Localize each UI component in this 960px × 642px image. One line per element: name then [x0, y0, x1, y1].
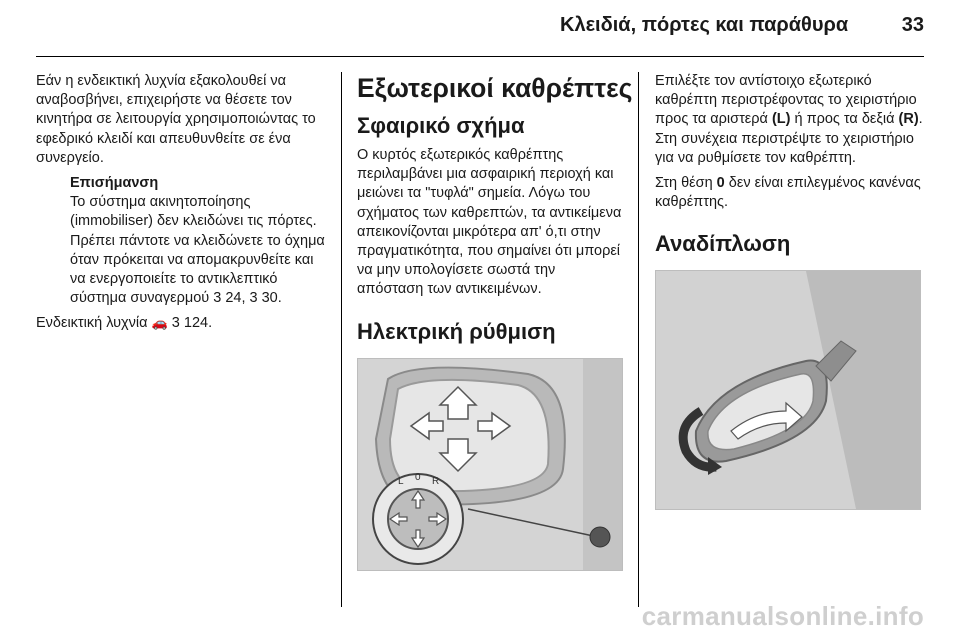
paragraph-cont: ή προς τα δεξιά — [794, 111, 895, 128]
subheading-folding: Αναδίπλωση — [655, 231, 791, 257]
note-box — [36, 174, 326, 308]
paragraph-cont: . Στη συνέχεια περιστρέψτε το χειριστήριο για να ρυθμίσετε τον καθρέπτη. — [655, 111, 923, 166]
note-refs: 3 24, 3 30. — [213, 290, 282, 307]
column-divider-2 — [638, 72, 639, 607]
paragraph: Εάν η ενδεικτική λυχνία εξακολουθεί να αναβοσβήνει, επιχειρήστε να θέσετε τον κινητήρα σε λειτουργία χρησιμοποιώντας το εφεδρικό κλειδί και απευθυνθείτε σε ένα συνεργείο. — [36, 73, 316, 166]
knob-label-l: L — [398, 475, 404, 487]
mirror-adjust-figure — [357, 358, 623, 571]
section-title: Κλειδιά, πόρτες και παράθυρα — [560, 14, 849, 36]
car-alarm-icon: 🚗 — [151, 315, 168, 331]
paragraph: Ο κυρτός εξωτερικός καθρέπτης περιλαμβάνει μια ασφαιρική περιοχή και μειώνει τα "τυφλά" σημεία. Λόγω του σχήματος των καθρεπτών, τα αντικείμενα απεικονίζονται μικρότερα απ' ό,τι στην πραγματικότητα, που σημαίνει ότι μπορεί να μην υπολογίσετε σωστά την απόσταση των αντικειμένων. — [357, 147, 622, 298]
paragraph: Στη θέση — [655, 175, 713, 192]
section-heading: Εξωτερικοί καθρέπτες — [357, 73, 633, 103]
knob-label-r: R — [432, 475, 440, 487]
column-3 — [655, 72, 927, 510]
header-divider — [36, 56, 924, 57]
watermark: carmanualsonline.info — [641, 601, 924, 631]
note-title: Επισήμανση — [70, 175, 159, 192]
mirror-adjust-illustration — [358, 359, 622, 570]
indicator-ref: 3 124. — [171, 315, 213, 332]
column-1 — [36, 72, 326, 340]
left-label: (L) — [771, 111, 791, 128]
subheading-spherical: Σφαιρικό σχήμα — [357, 113, 525, 138]
knob-label-0: 0 — [415, 471, 421, 483]
right-label: (R) — [898, 111, 919, 128]
zero-label: 0 — [716, 175, 725, 192]
note-text: Το σύστημα ακινητοποίησης (immobiliser) δεν κλειδώνει τις πόρτες. Πρέπει πάντοτε να κλειδώνετε το όχημα όταν πρόκειται να απομακρυνθείτε και να ενεργοποιείτε το αντικλεπτικό σύστημα συναγερμού — [70, 194, 325, 307]
mirror-folding-illustration — [656, 271, 920, 509]
page-number: 33 — [901, 14, 924, 36]
paragraph: Επιλέξτε τον αντίστοιχο εξωτερικό καθρέπτη περιστρέφοντας το χειριστήριο προς τα αριστερά — [655, 73, 917, 128]
subheading-electric: Ηλεκτρική ρύθμιση — [357, 318, 556, 344]
column-divider-1 — [341, 72, 342, 607]
paragraph-cont: δεν είναι επιλεγμένος κανένας καθρέπτης. — [655, 175, 921, 211]
indicator-text: Ενδεικτική λυχνία — [36, 315, 148, 332]
mirror-folding-figure — [655, 270, 921, 510]
column-2 — [357, 72, 633, 571]
